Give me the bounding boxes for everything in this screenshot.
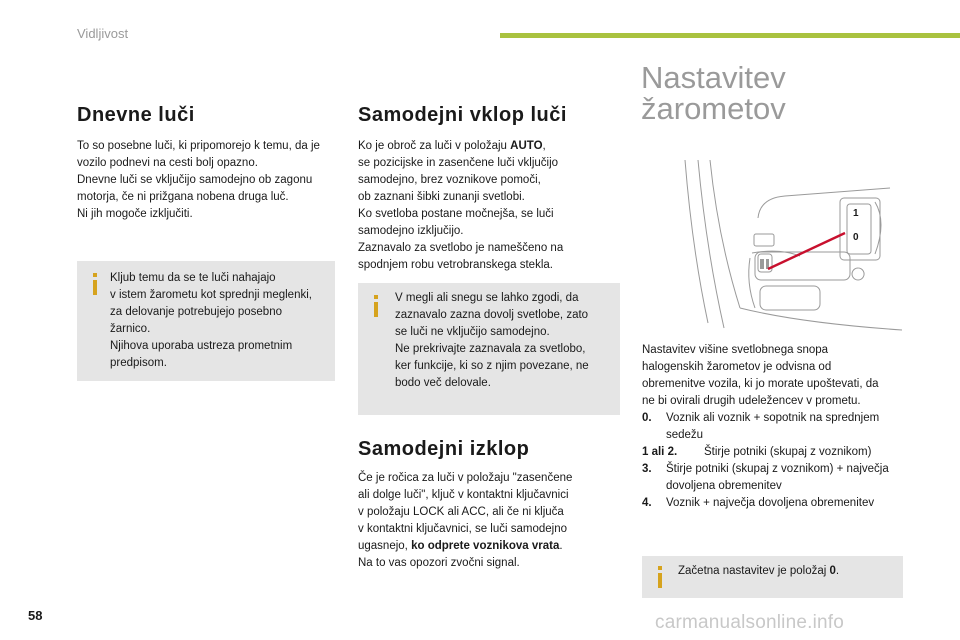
paragraph-line: v položaju LOCK ali ACC, ali če ni ključa xyxy=(358,506,564,518)
headlamp-adjustment-text xyxy=(642,342,910,512)
paragraph-line: Zaznavalo za svetlobo je nameščeno na xyxy=(358,242,564,254)
heading-headlamp-adjustment xyxy=(641,62,786,124)
info-box-initial-setting xyxy=(642,556,903,598)
column-daytime-lights xyxy=(77,104,339,127)
list-text: Štirje potniki (skupaj z voznikom) + največja dovoljena obremenitev xyxy=(666,463,889,492)
paragraph-line xyxy=(358,538,620,555)
paragraph-line: vozilo podnevi na cesti bolj opazno. xyxy=(77,157,258,169)
info-icon xyxy=(371,295,381,317)
auto-off-text xyxy=(358,470,620,572)
title-line: Nastavitev xyxy=(641,60,786,95)
heading-daytime-lights: Dnevne luči xyxy=(77,104,195,126)
list-number: 0. xyxy=(642,412,652,424)
text-span: . xyxy=(559,540,563,552)
paragraph-line: Če je ročica za luči v položaju "zasenčene xyxy=(358,472,573,484)
paragraph-line: se pozicijske in zasenčene luči vključijo xyxy=(358,157,559,169)
label-position-0: 0 xyxy=(853,232,859,243)
list-item xyxy=(642,461,910,495)
info-line: ker funkcije, ki so z njim povezane, ne xyxy=(395,360,589,372)
load-positions-list xyxy=(642,410,910,512)
label-position-1: 1 xyxy=(853,208,859,219)
paragraph-line: Dnevne luči se vključijo samodejno ob zagonu xyxy=(77,174,313,186)
paragraph-line: Nastavitev višine svetlobnega snopa xyxy=(642,344,829,356)
info-line: Kljub temu da se te luči nahajajo xyxy=(110,272,276,284)
paragraph-line: motorja, če ni prižgana nobena druga luč. xyxy=(77,191,289,203)
paragraph-line: halogenskih žarometov je odvisna od xyxy=(642,361,832,373)
paragraph-line: spodnjem robu vetrobranskega stekla. xyxy=(358,259,553,271)
paragraph-line: Ni jih mogoče izključiti. xyxy=(77,208,193,220)
info-box-daytime xyxy=(77,261,335,381)
header-accent-bar xyxy=(500,33,960,38)
info-line: predpisom. xyxy=(110,357,167,369)
heading-auto-off: Samodejni izklop xyxy=(358,438,530,460)
section-title: Vidljivost xyxy=(77,26,129,41)
paragraph-line: obremenitve vozila, ki jo morate upoštevati, da xyxy=(642,378,879,390)
column-auto-lights xyxy=(358,104,618,127)
auto-lights-text xyxy=(358,138,620,274)
info-box-auto xyxy=(358,283,620,415)
info-icon xyxy=(90,273,100,295)
text-span: ugasnejo, xyxy=(358,540,412,552)
list-number: 1 ali 2. xyxy=(642,446,678,458)
paragraph-line xyxy=(358,138,620,155)
paragraph-line: samodejno izključijo. xyxy=(358,225,464,237)
list-text: Štirje potniki (skupaj z voznikom) xyxy=(704,446,872,458)
list-number: 4. xyxy=(642,497,652,509)
column-auto-off xyxy=(358,438,618,461)
heading-auto-lights-on: Samodejni vklop luči xyxy=(358,104,567,126)
paragraph-line: samodejno, brez voznikove pomoči, xyxy=(358,174,541,186)
info-line: za delovanje potrebujejo posebno xyxy=(110,306,282,318)
paragraph-line: Na to vas opozori zvočni signal. xyxy=(358,557,520,569)
daytime-lights-text xyxy=(77,138,339,223)
info-line: Njihova uporaba ustreza prometnim xyxy=(110,340,293,352)
bold-phrase: ko odprete voznikova vrata xyxy=(411,540,560,552)
info-line: se luči ne vključijo samodejno. xyxy=(395,326,550,338)
list-item xyxy=(642,444,910,461)
page-number: 58 xyxy=(28,608,43,623)
auto-keyword: AUTO xyxy=(510,140,543,152)
info-line: žarnico. xyxy=(110,323,151,335)
paragraph-line: Ko svetloba postane močnejša, se luči xyxy=(358,208,554,220)
paragraph-line: To so posebne luči, ki pripomorejo k temu, da je xyxy=(77,140,320,152)
list-text: Voznik + največja dovoljena obremenitev xyxy=(666,497,875,509)
title-line: žarometov xyxy=(641,91,786,126)
info-line xyxy=(678,563,898,580)
paragraph-line: ne bi ovirali drugih udeležencev v prometu. xyxy=(642,395,861,407)
text-span: Začetna nastavitev je položaj xyxy=(678,565,830,577)
list-item xyxy=(642,410,910,444)
paragraph-line: ob zaznani šibki zunanji svetlobi. xyxy=(358,191,525,203)
text-span: , xyxy=(542,140,546,152)
info-line: V megli ali snegu se lahko zgodi, da xyxy=(395,292,579,304)
text-span: . xyxy=(835,565,840,577)
paragraph-line: v kontaktni ključavnici, se luči samodejno xyxy=(358,523,568,535)
info-line: Ne prekrivajte zaznavala za svetlobo, xyxy=(395,343,586,355)
info-line: bodo več delovale. xyxy=(395,377,491,389)
info-line: v istem žarometu kot sprednji meglenki, xyxy=(110,289,312,301)
dashboard-illustration xyxy=(680,158,905,333)
list-text: Voznik ali voznik + sopotnik na sprednjem sedežu xyxy=(666,412,880,441)
list-item xyxy=(642,495,910,512)
paragraph-line: ali dolge luči", ključ v kontaktni ključavnici xyxy=(358,489,569,501)
list-number: 3. xyxy=(642,463,652,475)
text-span: Ko je obroč za luči v položaju xyxy=(358,140,511,152)
info-line: zaznavalo zazna dovolj svetlobe, zato xyxy=(395,309,589,321)
bold-value: 0 xyxy=(829,565,836,577)
watermark: carmanualsonline.info xyxy=(655,612,845,633)
info-icon xyxy=(655,566,665,588)
